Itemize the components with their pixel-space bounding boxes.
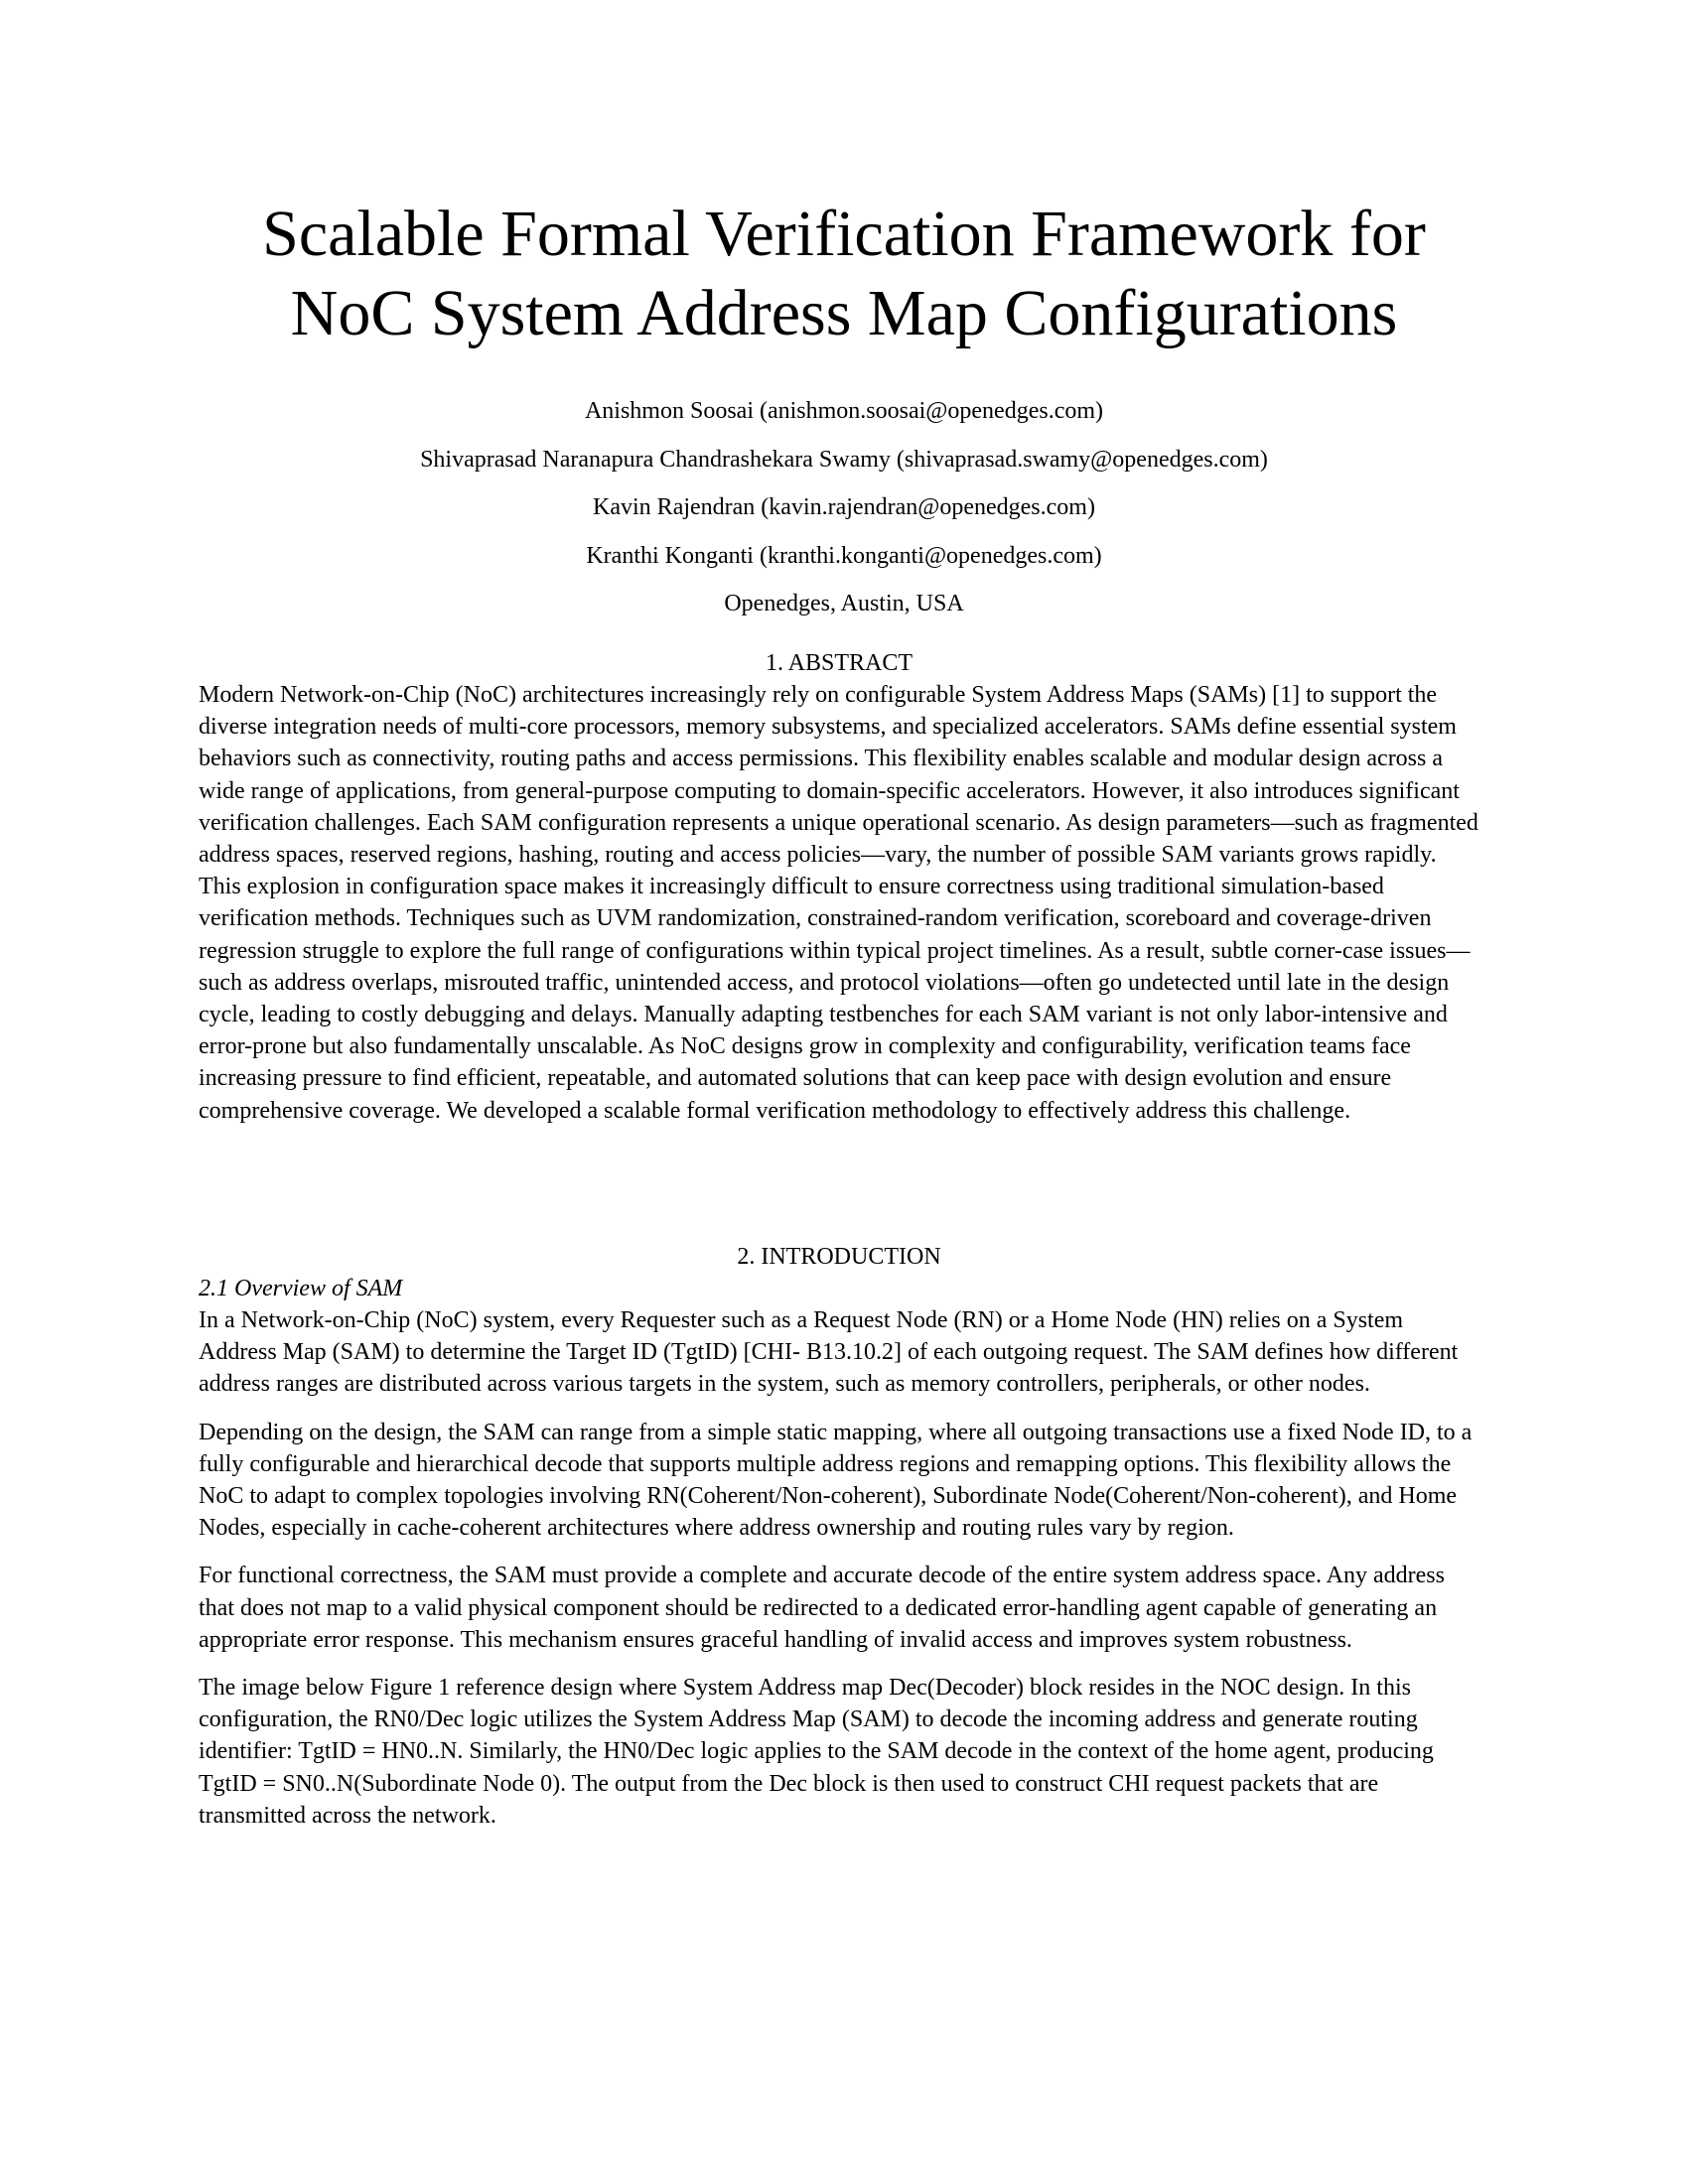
author-4: Kranthi Konganti (kranthi.konganti@openedges.com) — [586, 542, 1102, 569]
intro-paragraph-4: The image below Figure 1 reference design where System Address map Dec(Decoder) block resides in the NOC design. In this configuration, the RN0/Dec logic utilizes the System Address Map (SAM) to decode the incoming address and generate routing identifier: TgtID = HN0..N. Similarly, the HN0/Dec logic applies to the SAM decode in the context of the home agent, producing TgtID = SN0..N(Subordinate Node 0). The output from the Dec block is then used to construct CHI request packets that are transmitted across the network. — [199, 1675, 1434, 1829]
title-line-2: NoC System Address Map Configurations — [290, 277, 1398, 349]
affiliation: Openedges, Austin, USA — [724, 591, 964, 616]
intro-paragraph-1: In a Network-on-Chip (NoC) system, every Requester such as a Request Node (RN) or a Home Node (HN) relies on a System Address Map (SAM) to determine the Target ID (TgtID) [CHI- B13.10.2] of each outgoing request. The SAM defines how different address ranges are distributed across various targets in the system, such as memory controllers, peripherals, or other nodes. — [199, 1307, 1459, 1398]
title-line-1: Scalable Formal Verification Framework for — [262, 198, 1426, 270]
author-2: Shivaprasad Naranapura Chandrashekara Swamy (shivaprasad.swamy@openedges.com) — [420, 446, 1268, 473]
overview-subheading: 2.1 Overview of SAM — [199, 1276, 403, 1301]
author-3: Kavin Rajendran (kavin.rajendran@openedges.com) — [593, 494, 1095, 520]
author-list — [0, 395, 1688, 636]
abstract-section — [199, 647, 1479, 1127]
abstract-heading: 1. ABSTRACT — [765, 650, 914, 676]
paper-title — [0, 195, 1688, 353]
author-1: Anishmon Soosai (anishmon.soosai@openedges.com) — [584, 398, 1104, 424]
abstract-paragraph: Modern Network-on-Chip (NoC) architectures increasingly rely on configurable System Address Maps (SAMs) [1] to support the diverse integration needs of multi-core processors, memory subsystems, and specialized accelerators. SAMs define essential system behaviors such as connectivity, routing paths and access permissions. This flexibility enables scalable and modular design across a wide range of applications, from general-purpose computing to domain-specific accelerators. However, it also introduces significant verification challenges. Each SAM configuration represents a unique operational scenario. As design parameters—such as fragmented address spaces, reserved regions, hashing, routing and access policies—vary, the number of possible SAM variants grows rapidly. This explosion in configuration space makes it increasingly difficult to ensure correctness using traditional simulation-based verification methods. Techniques such as UVM randomization, constrained-random verification, scoreboard and coverage-driven regression struggle to explore the full range of configurations within typical project timelines. As a result, subtle corner-case issues—such as address overlaps, misrouted traffic, unintended access, and protocol violations—often go undetected until late in the design cycle, leading to costly debugging and delays. Manually adapting testbenches for each SAM variant is not only labor-intensive and error-prone but also fundamentally unscalable. As NoC designs grow in complexity and configurability, verification teams face increasing pressure to find efficient, repeatable, and automated solutions that can keep pace with design evolution and ensure comprehensive coverage. We developed a scalable formal verification methodology to effectively address this challenge. — [199, 682, 1478, 1124]
introduction-section — [199, 1241, 1479, 1832]
introduction-heading: 2. INTRODUCTION — [737, 1244, 941, 1270]
intro-paragraph-2: Depending on the design, the SAM can range from a simple static mapping, where all outgoing transactions use a fixed Node ID, to a fully configurable and hierarchical decode that supports multiple address regions and remapping options. This flexibility allows the NoC to adapt to complex topologies involving RN(Coherent/Non-coherent), Subordinate Node(Coherent/Non-coherent), and Home Nodes, especially in cache-coherent architectures where address ownership and routing rules vary by region. — [199, 1419, 1473, 1542]
intro-paragraph-3: For functional correctness, the SAM must provide a complete and accurate decode of the entire system address space. Any address that does not map to a valid physical component should be redirected to a dedicated error-handling agent capable of generating an appropriate error response. This mechanism ensures graceful handling of invalid access and improves system robustness. — [199, 1563, 1445, 1653]
